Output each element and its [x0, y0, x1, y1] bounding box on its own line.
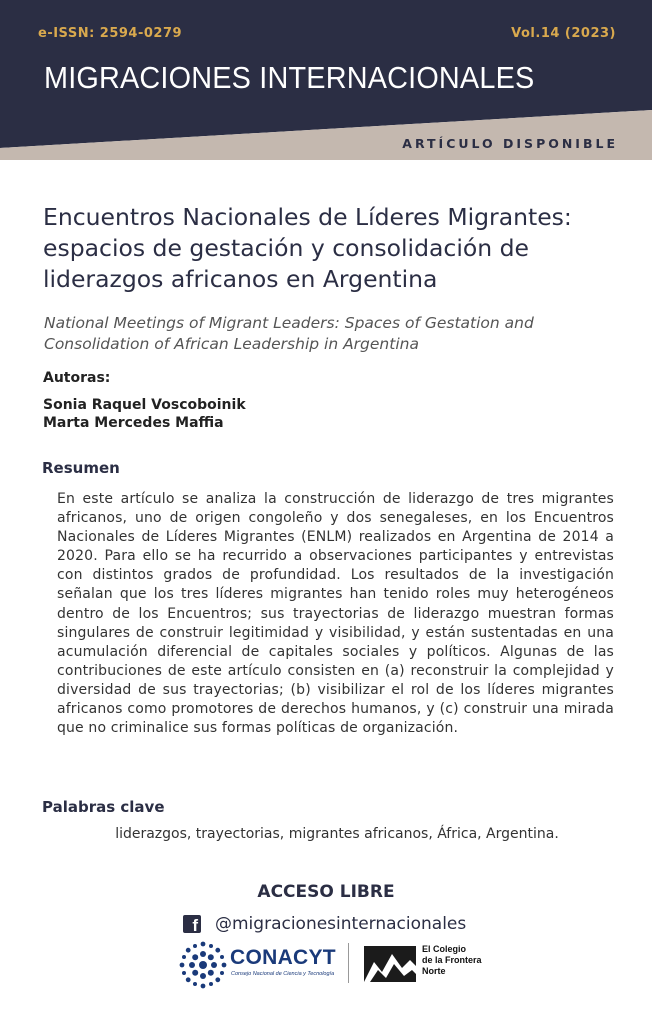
author-name: Sonia Raquel Voscoboinik [43, 397, 246, 413]
facebook-icon: f [183, 915, 201, 933]
keywords-text: liderazgos, trayectorias, migrantes africanos, África, Argentina. [115, 826, 559, 842]
conacyt-logo-icon [178, 940, 228, 990]
conacyt-name: CONACYT [230, 946, 336, 969]
journal-title: MIGRACIONES INTERNACIONALES [44, 60, 535, 95]
open-access-label: ACCESO LIBRE [257, 882, 395, 902]
colef-name [422, 944, 492, 977]
article-title [43, 202, 633, 295]
journal-header [0, 0, 652, 160]
article-subtitle [44, 313, 624, 355]
issn-label: e-ISSN: 2594-0279 [38, 26, 183, 41]
conacyt-subtitle: Consejo Nacional de Ciencia y Tecnología [231, 971, 335, 977]
title-line: Encuentros Nacionales de Líderes Migrantes: [43, 203, 572, 231]
colef-line: El Colegio [422, 944, 467, 954]
colef-logo-icon [364, 946, 416, 982]
title-line: liderazgos africanos en Argentina [43, 265, 438, 293]
logo-divider [348, 943, 349, 983]
banner-label: ARTÍCULO DISPONIBLE [402, 136, 618, 151]
institution-logos [0, 940, 652, 990]
social-link[interactable] [183, 911, 466, 937]
social-handle[interactable]: @migracionesinternacionales [215, 914, 467, 934]
colef-line: de la Frontera [422, 955, 482, 965]
abstract-text: En este artículo se analiza la construcción de liderazgo de tres migrantes africanos, uno de origen congoleño y dos senegaleses, en los Encuentros Nacionales de Líderes Migrantes (ENLM) realizados en Argentina de 2014 a 2020. Para ello se ha recurrido a observaciones participantes y entrevistas con distintos grados de profundidad. Los resultados de la investigación señalan que los tres líderes migrantes han tenido roles muy heterogéneos dentro de los Encuentros; sus trayectorias de liderazgo muestran formas singulares de construir legitimidad y visibilidad, y están sustentadas en una acumulación diferencial de capitales sociales y políticos. Algunas de las contribuciones de este artículo consisten en (a) reconstruir la complejidad y diversidad de sus trayectorias; (b) visibilizar el rol de los líderes migrantes africanos como promotores de derechos humanos, y (c) construir una mirada que no criminalice sus formas políticas de organización. [57, 491, 614, 737]
colef-line: Norte [422, 966, 446, 976]
authors-label: Autoras: [43, 370, 111, 386]
subtitle-line: Consolidation of African Leadership in Argentina [44, 335, 419, 353]
volume-label: Vol.14 (2023) [511, 26, 616, 41]
keywords-heading: Palabras clave [42, 798, 165, 816]
abstract-heading: Resumen [42, 459, 120, 477]
title-line: espacios de gestación y consolidación de [43, 234, 529, 262]
subtitle-line: National Meetings of Migrant Leaders: Spaces of Gestation and [44, 314, 534, 332]
author-name: Marta Mercedes Maffia [43, 415, 224, 431]
